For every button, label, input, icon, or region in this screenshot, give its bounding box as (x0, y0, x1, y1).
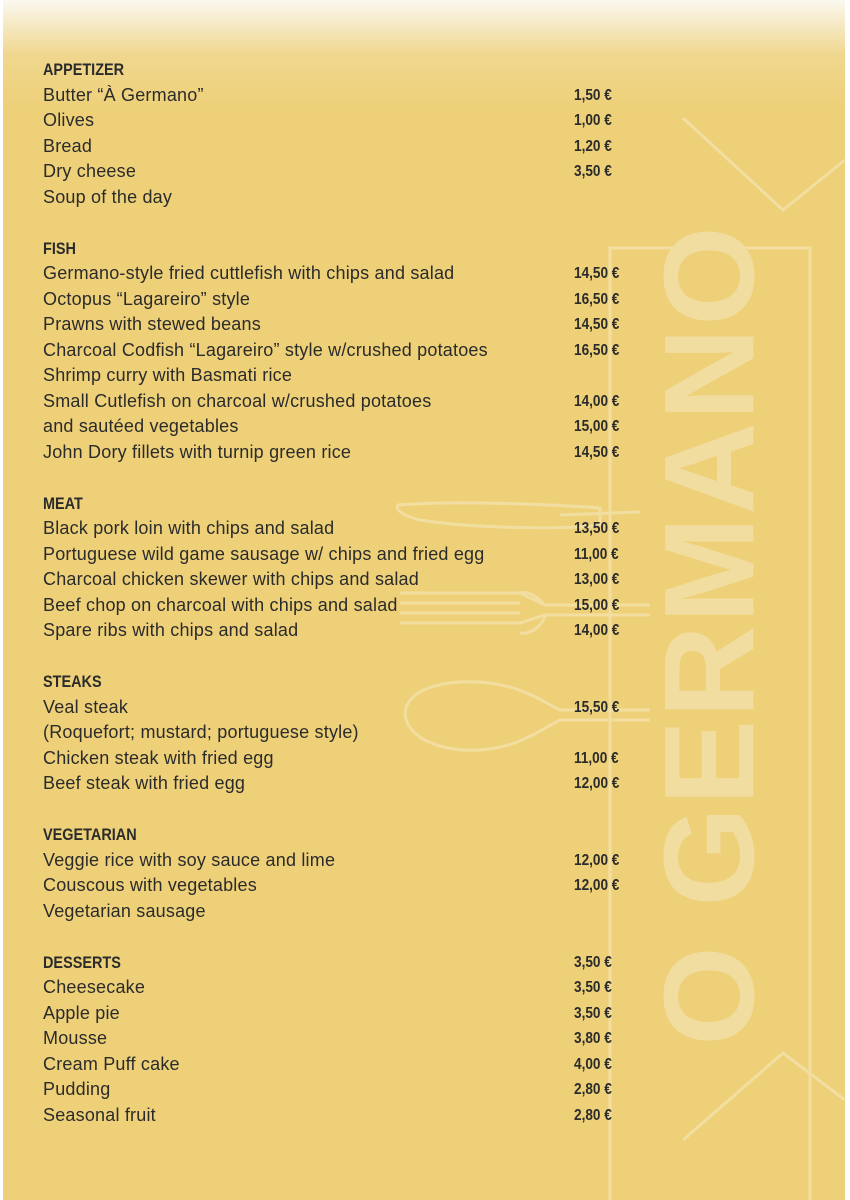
item-price: 15,00 € (574, 418, 620, 435)
menu-item (43, 338, 643, 363)
item-name: Beef chop on charcoal with chips and salad (43, 594, 398, 615)
item-price: 1,50 € (574, 86, 612, 104)
menu-item (43, 83, 643, 108)
menu-item (43, 975, 643, 1000)
item-name: Charcoal chicken skewer with chips and salad (43, 569, 419, 589)
item-price: 4,00 € (574, 1055, 612, 1073)
menu-item (43, 899, 643, 924)
section-header-vegetarian (43, 822, 643, 847)
item-name: Butter “À Germano” (43, 84, 204, 105)
section-title: MEAT (43, 493, 83, 513)
section-title: STEAKS (43, 672, 102, 691)
menu-item (43, 695, 643, 720)
menu-item (43, 363, 643, 388)
menu-item (43, 159, 643, 184)
item-name: Cheesecake (43, 977, 146, 997)
item-name: Vegetarian sausage (43, 900, 206, 921)
menu-item (43, 108, 643, 133)
menu-item (43, 440, 643, 465)
item-price: 13,00 € (574, 571, 620, 588)
menu-item (43, 312, 643, 337)
menu-item (43, 1077, 643, 1102)
item-price: 1,00 € (574, 112, 612, 129)
section-title: DESSERTS (43, 952, 121, 972)
item-price: 12,00 € (574, 851, 620, 869)
item-name: Shrimp curry with Basmati rice (43, 365, 293, 385)
item-name: Couscous with vegetables (43, 875, 257, 895)
item-price: 11,00 € (574, 545, 619, 563)
item-name: Spare ribs with chips and salad (43, 620, 299, 640)
item-price: 3,50 € (574, 953, 612, 971)
item-price: 15,50 € (574, 698, 620, 716)
item-price: 3,80 € (574, 1030, 612, 1047)
menu-item (43, 618, 643, 643)
item-price: 12,00 € (574, 877, 620, 894)
item-name: Mousse (43, 1028, 108, 1048)
item-name: Germano-style fried cuttlefish with chips and salad (43, 263, 455, 283)
item-name: John Dory fillets with turnip green rice (43, 441, 352, 462)
menu-item (43, 185, 643, 210)
item-price: 14,50 € (574, 265, 620, 282)
section-title: FISH (43, 238, 76, 258)
item-name: Octopus “Lagareiro” style (43, 288, 251, 309)
item-name: Charcoal Codfish “Lagareiro” style w/crushed potatoes (43, 339, 488, 360)
menu-item (43, 389, 643, 414)
item-price: 15,00 € (574, 596, 620, 614)
item-name: Veal steak (43, 696, 129, 717)
item-name: Portuguese wild game sausage w/ chips and fried egg (43, 543, 485, 564)
menu-item (43, 261, 643, 286)
section-header-fish (43, 236, 643, 261)
ribbon-top-chevron (683, 118, 845, 210)
ribbon-bottom-chevron (683, 1053, 845, 1140)
menu-item (43, 542, 643, 567)
menu-item (43, 1103, 643, 1128)
section-header-appetizer (43, 57, 643, 82)
item-price: 14,50 € (574, 443, 620, 461)
item-price: 14,50 € (574, 316, 620, 333)
menu-item (43, 1052, 643, 1077)
item-price: 16,50 € (574, 290, 620, 308)
item-price: 3,50 € (574, 163, 612, 180)
item-name: Apple pie (43, 1002, 120, 1023)
menu-item (43, 873, 643, 898)
brand-watermark: O GERMANO (638, 224, 782, 1046)
item-name: Dry cheese (43, 161, 137, 181)
item-price: 2,80 € (574, 1106, 612, 1124)
item-name: Beef steak with fried egg (43, 773, 246, 793)
item-name: Soup of the day (43, 186, 173, 207)
item-price: 2,80 € (574, 1081, 612, 1098)
item-name: Olives (43, 110, 95, 130)
item-name: Black pork loin with chips and salad (43, 518, 335, 538)
menu-item (43, 746, 643, 771)
menu-item (43, 516, 643, 541)
menu-item (43, 1001, 643, 1026)
item-name: Bread (43, 135, 93, 156)
menu-item (43, 287, 643, 312)
menu-item (43, 567, 643, 592)
section-title: APPETIZER (43, 60, 125, 79)
item-name: Chicken steak with fried egg (43, 747, 274, 768)
item-name: and sautéed vegetables (43, 416, 239, 436)
menu-item (43, 720, 643, 745)
menu-item (43, 593, 643, 618)
menu-item (43, 1026, 643, 1051)
menu-item (43, 771, 643, 796)
item-price: 3,50 € (574, 979, 612, 996)
item-name: Pudding (43, 1079, 111, 1099)
item-price: 14,00 € (574, 392, 620, 410)
item-name: Prawns with stewed beans (43, 314, 261, 334)
menu-item (43, 414, 643, 439)
item-price: 11,00 € (574, 749, 619, 767)
item-price: 14,00 € (574, 622, 620, 639)
section-title: VEGETARIAN (43, 825, 137, 844)
section-header-steaks (43, 669, 643, 694)
item-price: 13,50 € (574, 520, 620, 537)
menu-item (43, 134, 643, 159)
section-header-desserts (43, 950, 643, 975)
item-name: (Roquefort; mustard; portuguese style) (43, 722, 359, 742)
item-name: Seasonal fruit (43, 1104, 156, 1125)
section-header-meat (43, 491, 643, 516)
item-name: Small Cutlefish on charcoal w/crushed potatoes (43, 390, 432, 411)
item-name: Veggie rice with soy sauce and lime (43, 849, 336, 870)
menu-item (43, 848, 643, 873)
item-price: 3,50 € (574, 1004, 612, 1022)
item-price: 1,20 € (574, 137, 612, 155)
item-price: 16,50 € (574, 341, 620, 359)
item-price: 12,00 € (574, 775, 620, 792)
item-name: Cream Puff cake (43, 1053, 180, 1074)
